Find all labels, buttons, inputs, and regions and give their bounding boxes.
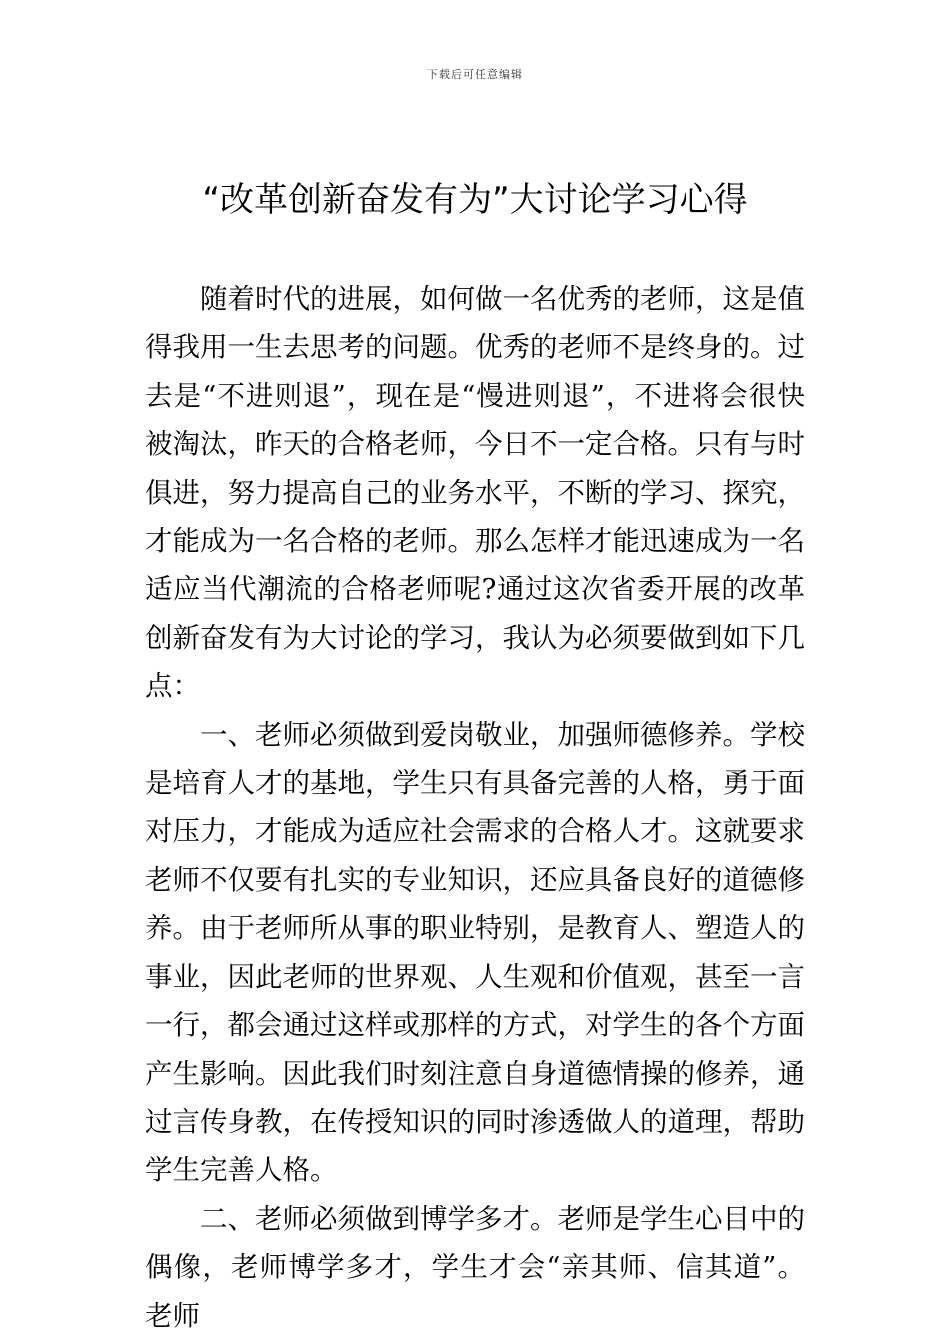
header-note: 下载后可任意编辑 [427, 68, 523, 81]
paragraph-intro: 随着时代的进展，如何做一名优秀的老师，这是值得我用一生去思考的问题。优秀的老师不是终身的。过去是“不进则退”，现在是“慢进则退”，不进将会很快被淘汰，昨天的合格老师，今日不一定合格。只有与时俱进，努力提高自己的业务水平，不断的学习、探究，才能成为一名合格的老师。那么怎样才能迅速成为一名适应当代潮流的合格老师呢?通过这次省委开展的改革创新奋发有为大讨论的学习，我认为必须要做到如下几点： [145, 283, 805, 703]
paragraph-point-two: 二、老师必须做到博学多才。老师是学生心目中的偶像，老师博学多才，学生才会“亲其师、信其道”。老师 [145, 1202, 805, 1332]
paragraph-point-one: 一、老师必须做到爱岗敬业，加强师德修养。学校是培育人才的基地，学生只有具备完善的人格，勇于面对压力，才能成为适应社会需求的合格人才。这就要求老师不仅要有扎实的专业知识，还应具备良好的道德修养。由于老师所从事的职业特别，是教育人、塑造人的事业，因此老师的世界观、人生观和价值观，甚至一言一行，都会通过这样或那样的方式，对学生的各个方面产生影响。因此我们时刻注意自身道德情操的修养，通过言传身教，在传授知识的同时渗透做人的道理，帮助学生完善人格。 [145, 718, 805, 1187]
document-title: “改革创新奋发有为”大讨论学习心得 [202, 180, 748, 220]
document-body [145, 275, 805, 1340]
